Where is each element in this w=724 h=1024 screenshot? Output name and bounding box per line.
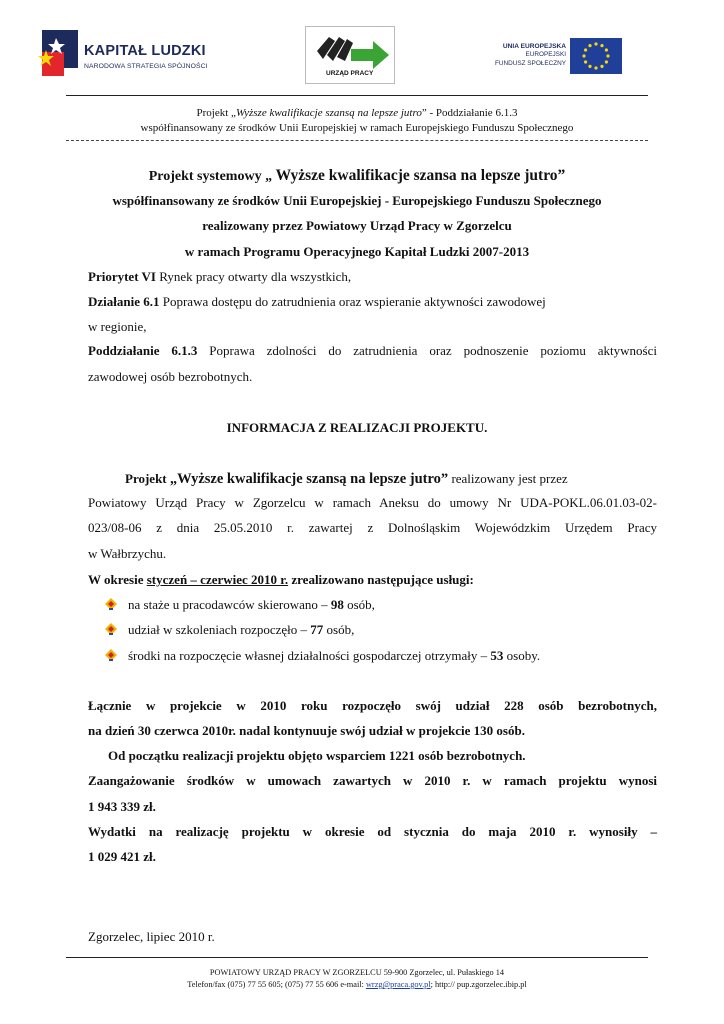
bullet-icon: [104, 622, 118, 636]
summary-line1: Łącznie w projekcie w 2010 roku rozpoczęło swój udział 228 osób bezrobotnych,: [88, 698, 657, 713]
title-line1: Projekt systemowy „ Wyższe kwalifikacje szansa na lepsze jutro”: [148, 167, 566, 184]
footer-email-link[interactable]: wrzg@praca.gov.pl: [365, 980, 431, 989]
eu-flag-icon: [570, 38, 622, 74]
urzad-pracy-arrow-icon: [307, 29, 395, 73]
info-line2: Powiatowy Urząd Pracy w Zgorzelcu w ramach Aneksu do umowy Nr UDA-POKL.06.01.03-02-: [88, 495, 657, 510]
logo-center-label: URZĄD PRACY: [326, 70, 374, 77]
bullet-icon: [104, 648, 118, 662]
summary-amount1: 1 943 339 zł.: [88, 799, 156, 814]
footer-contact: Telefon/fax (075) 77 55 605; (075) 77 55 606 e-mail: wrzg@praca.gov.pl; http:// pup.zgorzelec.ibip.pl: [187, 980, 527, 989]
list-item: udział w szkoleniach rozpoczęło – 77 osób,: [104, 622, 354, 638]
logo-right-line2: EUROPEJSKI: [525, 51, 566, 58]
logo-right-line1: UNIA EUROPEJSKA: [502, 43, 566, 50]
period-line: W okresie styczeń – czerwiec 2010 r. zrealizowano następujące usługi:: [88, 572, 474, 587]
urzad-pracy-logo: [305, 26, 395, 84]
poddzialanie-continuation: zawodowej osób bezrobotnych.: [88, 369, 253, 384]
header-project-line: Projekt „Wyższe kwalifikacje szansą na lepsze jutro” - Poddziałanie 6.1.3: [196, 107, 518, 119]
list-item: środki na rozpoczęcie własnej działalności gospodarczej otrzymały – 53 osoby.: [104, 648, 540, 664]
summary-line6: Wydatki na realizację projektu w okresie od stycznia do maja 2010 r. wynosiły –: [88, 824, 657, 839]
summary-amount2: 1 029 421 zł.: [88, 849, 156, 864]
info-line4: w Wałbrzychu.: [88, 546, 167, 561]
info-line3: 023/08-06 z dnia 25.05.2010 r. zawartej z Dolnośląskim Wojewódzkim Urzędem Pracy: [88, 520, 657, 535]
bullet-icon: [104, 597, 118, 611]
place-date: Zgorzelec, lipiec 2010 r.: [88, 929, 215, 944]
logo-left-title: KAPITAŁ LUDZKI: [84, 43, 206, 59]
title-line2: współfinansowany ze środków Unii Europejskiej - Europejskiego Funduszu Społecznego: [112, 193, 602, 208]
logo-right-line3: FUNDUSZ SPOŁECZNY: [494, 59, 566, 67]
logo-left-subtitle: NARODOWA STRATEGIA SPÓJNOŚCI: [84, 63, 208, 70]
header-rule: [66, 95, 648, 96]
summary-line2: na dzień 30 czerwca 2010r. nadal kontynuuje swój udział w projekcie 130 osób.: [88, 723, 525, 738]
dzialanie-continuation: w regionie,: [88, 319, 147, 334]
priority-line: Priorytet VI Rynek pracy otwarty dla wszystkich,: [88, 269, 352, 284]
summary-line4: Zaangażowanie środków w umowach zawartych w 2010 r. w ramach projektu wynosi: [88, 773, 657, 788]
eu-efs-logo: [486, 38, 622, 74]
summary-line3: Od początku realizacji projektu objęto wsparciem 1221 osób bezrobotnych.: [108, 748, 526, 763]
kapital-ludzki-logo: [34, 26, 214, 80]
footer-rule: [66, 957, 648, 958]
title-line3: realizowany przez Powiatowy Urząd Pracy w Zgorzelcu: [202, 218, 512, 233]
dzialanie-line: Działanie 6.1 Poprawa dostępu do zatrudnienia oraz wspieranie aktywności zawodowej: [88, 294, 546, 309]
title-line4: w ramach Programu Operacyjnego Kapitał Ludzki 2007-2013: [184, 244, 530, 259]
poddzialanie-line: Poddziałanie 6.1.3 Poprawa zdolności do zatrudnienia oraz podnoszenie poziomu aktywności: [88, 343, 657, 358]
kapital-ludzki-emblem-icon: [34, 26, 82, 80]
header-cofinanced-line: współfinansowany ze środków Unii Europejskiej w ramach Europejskiego Funduszu Społecznego: [140, 122, 574, 134]
list-item: na staże u pracodawców skierowano – 98 osób,: [104, 597, 375, 613]
info-heading: INFORMACJA Z REALIZACJI PROJEKTU.: [226, 420, 488, 435]
header-dashed-rule: [66, 140, 648, 141]
info-intro: Projekt „Wyższe kwalifikacje szansą na lepsze jutro” realizowany jest przez: [125, 471, 568, 487]
footer-address: POWIATOWY URZĄD PRACY W ZGORZELCU 59-900 Zgorzelec, ul. Pułaskiego 14: [209, 968, 505, 977]
